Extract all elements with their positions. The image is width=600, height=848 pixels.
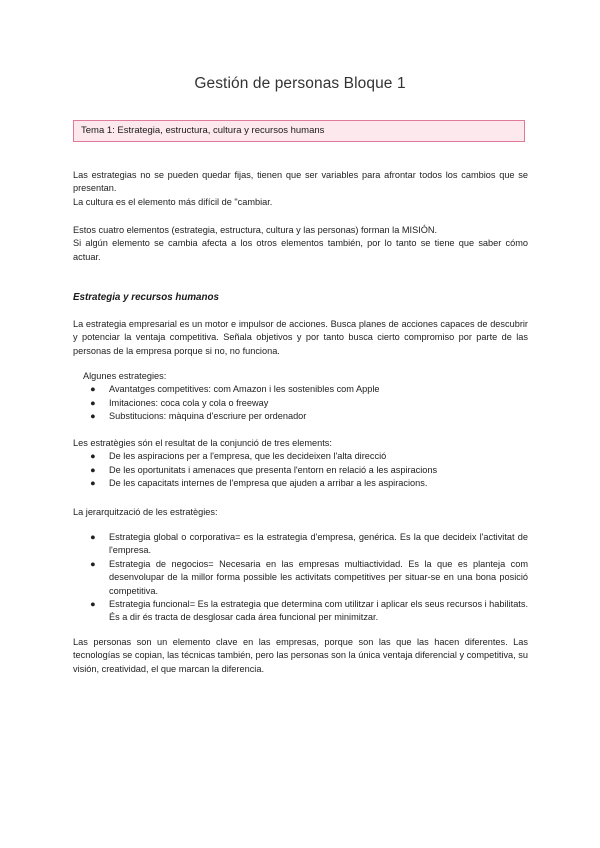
document-title: Gestión de personas Bloque 1 bbox=[194, 75, 406, 92]
jerarquitzacio-intro: La jerarquització de les estratègies: bbox=[73, 507, 218, 517]
algunes-list bbox=[73, 383, 528, 423]
list-item-text: Estrategia de negocios= Necesaria en las empresas multiactividad. Es la que es planteja com desenvolupar de la millor forma possible les activitats competitives per situar-se en una bona posició competitiva. bbox=[109, 558, 528, 596]
mission-line-1: Estos cuatro elementos (estrategia, estructura, cultura y las personas) forman la MISIÓN. bbox=[73, 225, 438, 235]
closing-paragraph bbox=[73, 636, 528, 676]
bullet-icon: ● bbox=[90, 532, 96, 542]
bullet-icon: ● bbox=[90, 558, 96, 569]
list-item-text: Imitaciones: coca cola y cola o freeway bbox=[109, 397, 269, 408]
estrategies-elements-block bbox=[73, 437, 528, 491]
list-item-text: Estrategia global o corporativa= es la estrategia d'empresa, genérica. Es la que decideix l'activitat de l'empresa. bbox=[109, 532, 528, 556]
bullet-icon: ● bbox=[90, 451, 96, 462]
estrategies-list bbox=[73, 450, 528, 490]
bullet-icon: ● bbox=[90, 478, 96, 489]
list-item-text: De les aspiracions per a l'empresa, que les decideixen l'alta direcció bbox=[109, 451, 387, 462]
closing-paragraph-text: Las personas son un elemento clave en las empresas, porque son las que las hacen diferentes. Las tecnologías se copian, las técnicas también, pero las personas son la única ventaja diferencial y competitiva, su visión, creatividad, el que marcan la diferencia. bbox=[73, 637, 528, 674]
jerarquitzacio-intro-block bbox=[73, 506, 528, 519]
topic-heading-box bbox=[73, 120, 525, 142]
mission-paragraph bbox=[73, 224, 528, 264]
intro-paragraph bbox=[73, 169, 528, 209]
intro-line-1: Las estrategias no se pueden quedar fijas, tienen que ser variables para afrontar todos los cambios que se presentan. bbox=[73, 170, 528, 194]
list-item-text: Avantatges competitives: com Amazon i les sostenibles com Apple bbox=[109, 384, 380, 395]
jerarquitzacio-list bbox=[73, 531, 528, 625]
list-item bbox=[73, 397, 528, 410]
list-item-text: Estrategia funcional= Es la estrategia que determina com utilitzar i aplicar els seus recursos i habilitats. És a dir és tracta de desglosar cada área funcional per minimitzar. bbox=[109, 599, 529, 623]
algunes-estrategies-block bbox=[73, 370, 528, 424]
bullet-icon: ● bbox=[90, 411, 96, 422]
list-item bbox=[73, 383, 528, 396]
algunes-label: Algunes estrategies: bbox=[83, 371, 167, 381]
list-item bbox=[73, 477, 528, 490]
section-heading: Estrategia y recursos humanos bbox=[73, 292, 219, 303]
list-item-text: Substitucions: màquina d'escriure per ordenador bbox=[109, 411, 307, 422]
list-item bbox=[73, 410, 528, 423]
strategy-paragraph-text: La estrategia empresarial es un motor e impulsor de acciones. Busca planes de acciones capaces de descubrir y potenciar la ventaja competitiva. Señala objetivos y por tanto busca cierto compromiso por parte de las personas de la empresa porque si no, no funciona. bbox=[73, 319, 528, 356]
list-item bbox=[73, 598, 528, 625]
bullet-icon: ● bbox=[90, 397, 96, 408]
intro-line-2: La cultura es el elemento más difícil de "cambiar. bbox=[73, 196, 273, 207]
list-item-text: De les capacitats internes de l'empresa que ajuden a arribar a les aspiracions. bbox=[109, 478, 428, 489]
list-item bbox=[73, 464, 528, 477]
mission-line-2: Si algún elemento se cambia afecta a los otros elementos también, por lo tanto se tiene que saber cómo actuar. bbox=[73, 238, 528, 262]
list-item-text: De les oportunitats i amenaces que presenta l'entorn en relació a les aspiracions bbox=[109, 464, 438, 475]
list-item bbox=[73, 558, 528, 598]
bullet-icon: ● bbox=[90, 599, 96, 610]
list-item bbox=[73, 531, 528, 558]
list-item bbox=[73, 450, 528, 463]
estrategies-intro: Les estratègies són el resultat de la conjunció de tres elements: bbox=[73, 438, 332, 448]
bullet-icon: ● bbox=[90, 464, 96, 475]
topic-heading: Tema 1: Estrategia, estructura, cultura y recursos humans bbox=[81, 125, 325, 136]
jerarquitzacio-block bbox=[73, 531, 528, 625]
bullet-icon: ● bbox=[90, 384, 96, 395]
strategy-paragraph bbox=[73, 318, 528, 358]
